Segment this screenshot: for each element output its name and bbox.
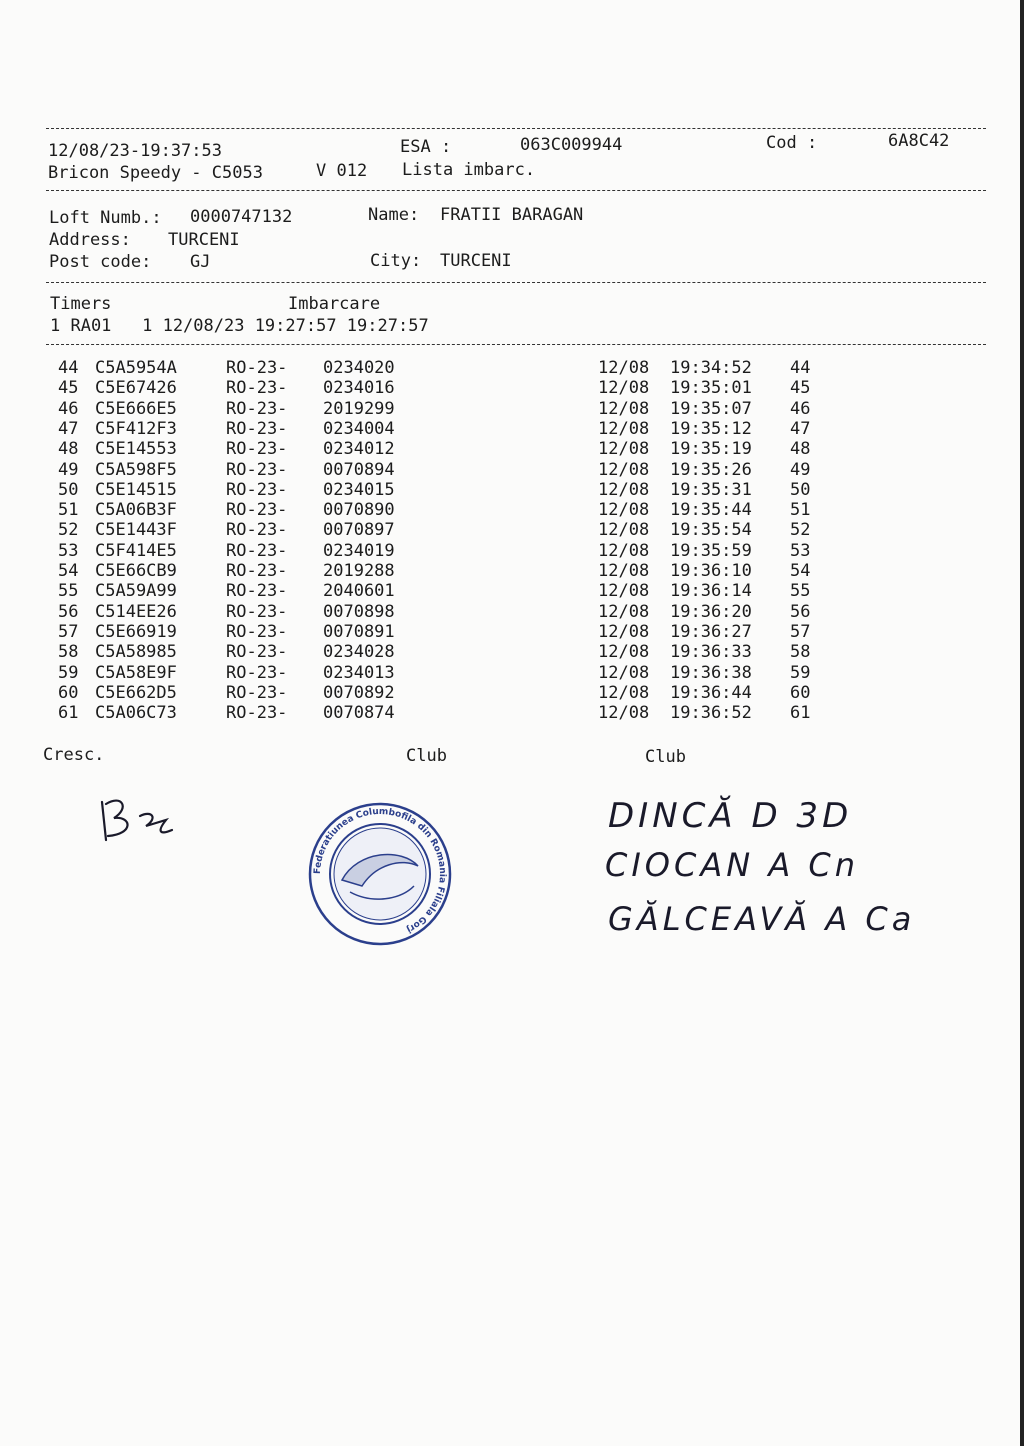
arrival-date: 12/08 bbox=[598, 642, 650, 663]
ring-prefix: RO-23- bbox=[226, 682, 288, 703]
chip-id: C5E14515 bbox=[95, 479, 177, 500]
row-index-right: 46 bbox=[790, 398, 811, 419]
arrival-time: 19:36:44 bbox=[670, 682, 752, 703]
table-row bbox=[0, 419, 1024, 439]
club-handwriting-line-1: DINCĂ D 3D bbox=[608, 796, 853, 836]
ring-number: 0070892 bbox=[323, 682, 395, 703]
table-row bbox=[0, 460, 1024, 480]
ring-number: 0070894 bbox=[323, 459, 395, 480]
arrival-date: 12/08 bbox=[598, 358, 650, 378]
ring-number: 0234012 bbox=[323, 439, 395, 460]
row-index: 51 bbox=[58, 500, 79, 521]
arrival-time: 19:36:33 bbox=[670, 642, 752, 663]
row-index-right: 47 bbox=[790, 418, 811, 439]
ring-number: 0234028 bbox=[323, 642, 395, 663]
ring-prefix: RO-23- bbox=[226, 520, 288, 541]
chip-id: C5A06C73 bbox=[95, 703, 177, 724]
loft-number-value: 0000747132 bbox=[190, 207, 293, 227]
esa-value: 063C009944 bbox=[520, 135, 623, 155]
ring-number: 0234019 bbox=[323, 540, 395, 561]
arrival-time: 19:35:12 bbox=[670, 418, 752, 439]
row-index: 55 bbox=[58, 581, 79, 602]
ring-number: 0070890 bbox=[323, 500, 395, 521]
arrival-time: 19:36:52 bbox=[670, 703, 752, 724]
loft-number-label: Loft Numb.: bbox=[49, 208, 162, 228]
ring-prefix: RO-23- bbox=[226, 500, 288, 521]
ring-prefix: RO-23- bbox=[226, 540, 288, 561]
breeder-signature bbox=[92, 790, 192, 850]
ring-prefix: RO-23- bbox=[226, 581, 288, 602]
ring-number: 0234016 bbox=[323, 378, 395, 399]
cod-value: 6A8C42 bbox=[888, 131, 950, 151]
arrival-date: 12/08 bbox=[598, 540, 650, 561]
row-index: 50 bbox=[58, 479, 79, 500]
ring-number: 2019288 bbox=[323, 561, 395, 581]
esa-label: ESA : bbox=[400, 137, 452, 157]
row-index-right: 60 bbox=[790, 682, 811, 703]
chip-id: C5A598F5 bbox=[95, 459, 177, 480]
chip-id: C5E67426 bbox=[95, 378, 177, 399]
print-datetime: 12/08/23-19:37:53 bbox=[48, 141, 222, 161]
club-handwriting-line-2: CIOCAN A Cn bbox=[605, 846, 859, 884]
row-index: 44 bbox=[58, 358, 79, 378]
row-index-right: 44 bbox=[790, 358, 811, 378]
address-label: Address: bbox=[49, 230, 131, 250]
svg-text:Federatiunea Columbofila din R: Federatiunea Columbofila din Romania Filiala Gorj bbox=[312, 806, 448, 935]
arrival-date: 12/08 bbox=[598, 561, 650, 581]
chip-id: C5A58E9F bbox=[95, 662, 177, 683]
arrival-time: 19:36:14 bbox=[670, 581, 752, 602]
row-index-right: 57 bbox=[790, 621, 811, 642]
separator-header bbox=[46, 190, 986, 191]
ring-prefix: RO-23- bbox=[226, 439, 288, 460]
name-label: Name: bbox=[368, 205, 420, 225]
arrival-time: 19:34:52 bbox=[670, 358, 752, 378]
row-index: 48 bbox=[58, 439, 79, 460]
ring-number: 2019299 bbox=[323, 398, 395, 419]
arrival-time: 19:36:20 bbox=[670, 601, 752, 622]
version: V 012 bbox=[316, 161, 368, 181]
scan-edge bbox=[1020, 0, 1024, 1446]
ring-number: 0070897 bbox=[323, 520, 395, 541]
ring-prefix: RO-23- bbox=[226, 479, 288, 500]
row-index-right: 59 bbox=[790, 662, 811, 683]
cresc-label: Cresc. bbox=[43, 745, 105, 765]
ring-number: 0234004 bbox=[323, 418, 395, 439]
chip-id: C5E662D5 bbox=[95, 682, 177, 703]
ring-prefix: RO-23- bbox=[226, 642, 288, 663]
imbarcare-label: Imbarcare bbox=[288, 294, 381, 314]
chip-id: C5E1443F bbox=[95, 520, 177, 541]
row-index-right: 55 bbox=[790, 581, 811, 602]
row-index-right: 49 bbox=[790, 459, 811, 480]
chip-id: C5F414E5 bbox=[95, 540, 177, 561]
arrival-date: 12/08 bbox=[598, 581, 650, 602]
arrival-date: 12/08 bbox=[598, 418, 650, 439]
ring-number: 0070891 bbox=[323, 621, 395, 642]
name-value: FRATII BARAGAN bbox=[440, 205, 584, 225]
ring-number: 2040601 bbox=[323, 581, 395, 602]
row-index: 47 bbox=[58, 418, 79, 439]
row-index: 53 bbox=[58, 540, 79, 561]
ring-prefix: RO-23- bbox=[226, 358, 288, 378]
chip-id: C5E666E5 bbox=[95, 398, 177, 419]
table-row bbox=[0, 663, 1024, 683]
timer-line: 1 RA01 1 12/08/23 19:27:57 19:27:57 bbox=[50, 316, 429, 336]
chip-id: C5A59A99 bbox=[95, 581, 177, 602]
arrival-date: 12/08 bbox=[598, 662, 650, 683]
arrival-time: 19:35:44 bbox=[670, 500, 752, 521]
arrival-date: 12/08 bbox=[598, 378, 650, 399]
arrival-time: 19:35:07 bbox=[670, 398, 752, 419]
ring-number: 0070898 bbox=[323, 601, 395, 622]
table-row bbox=[0, 642, 1024, 662]
chip-id: C514EE26 bbox=[95, 601, 177, 622]
row-index: 49 bbox=[58, 459, 79, 480]
row-index: 46 bbox=[58, 398, 79, 419]
club-label-2: Club bbox=[645, 747, 686, 767]
chip-id: C5F412F3 bbox=[95, 418, 177, 439]
row-index-right: 52 bbox=[790, 520, 811, 541]
chip-id: C5E14553 bbox=[95, 439, 177, 460]
row-index: 59 bbox=[58, 662, 79, 683]
table-row bbox=[0, 683, 1024, 703]
row-index-right: 54 bbox=[790, 561, 811, 581]
timers-label: Timers bbox=[50, 294, 112, 314]
club-handwriting-line-3: GĂLCEAVĂ A Ca bbox=[608, 900, 916, 938]
postcode-value: GJ bbox=[190, 252, 211, 272]
table-row bbox=[0, 541, 1024, 561]
table-row bbox=[0, 703, 1024, 723]
chip-id: C5A58985 bbox=[95, 642, 177, 663]
row-index: 52 bbox=[58, 520, 79, 541]
arrival-date: 12/08 bbox=[598, 703, 650, 724]
separator-top bbox=[46, 128, 986, 129]
ring-prefix: RO-23- bbox=[226, 378, 288, 399]
ring-number: 0234020 bbox=[323, 358, 395, 378]
arrival-date: 12/08 bbox=[598, 500, 650, 521]
arrival-date: 12/08 bbox=[598, 439, 650, 460]
row-index: 54 bbox=[58, 561, 79, 581]
table-row bbox=[0, 378, 1024, 398]
arrival-time: 19:35:19 bbox=[670, 439, 752, 460]
arrival-time: 19:36:10 bbox=[670, 561, 752, 581]
row-index-right: 45 bbox=[790, 378, 811, 399]
arrival-date: 12/08 bbox=[598, 682, 650, 703]
arrival-date: 12/08 bbox=[598, 459, 650, 480]
table-row bbox=[0, 399, 1024, 419]
ring-prefix: RO-23- bbox=[226, 662, 288, 683]
arrival-time: 19:36:38 bbox=[670, 662, 752, 683]
arrival-time: 19:35:26 bbox=[670, 459, 752, 480]
ring-number: 0070874 bbox=[323, 703, 395, 724]
document-type: Lista imbarc. bbox=[402, 160, 536, 180]
row-index-right: 61 bbox=[790, 703, 811, 724]
ring-prefix: RO-23- bbox=[226, 703, 288, 724]
ring-prefix: RO-23- bbox=[226, 561, 288, 581]
arrival-time: 19:35:31 bbox=[670, 479, 752, 500]
row-index-right: 50 bbox=[790, 479, 811, 500]
row-index: 57 bbox=[58, 621, 79, 642]
cod-label: Cod : bbox=[766, 133, 818, 153]
table-row bbox=[0, 581, 1024, 601]
arrival-date: 12/08 bbox=[598, 601, 650, 622]
row-index-right: 53 bbox=[790, 540, 811, 561]
separator-loft bbox=[46, 282, 986, 283]
ring-number: 0234013 bbox=[323, 662, 395, 683]
row-index: 45 bbox=[58, 378, 79, 399]
arrival-date: 12/08 bbox=[598, 520, 650, 541]
separator-timers bbox=[46, 344, 986, 345]
table-row bbox=[0, 520, 1024, 540]
row-index: 58 bbox=[58, 642, 79, 663]
arrival-date: 12/08 bbox=[598, 621, 650, 642]
table-row bbox=[0, 439, 1024, 459]
row-index-right: 58 bbox=[790, 642, 811, 663]
arrival-date: 12/08 bbox=[598, 479, 650, 500]
ring-number: 0234015 bbox=[323, 479, 395, 500]
arrival-time: 19:36:27 bbox=[670, 621, 752, 642]
ring-prefix: RO-23- bbox=[226, 459, 288, 480]
arrival-date: 12/08 bbox=[598, 398, 650, 419]
club-label-1: Club bbox=[406, 746, 447, 766]
ring-prefix: RO-23- bbox=[226, 398, 288, 419]
row-index: 61 bbox=[58, 703, 79, 724]
row-index-right: 51 bbox=[790, 500, 811, 521]
row-index: 60 bbox=[58, 682, 79, 703]
table-row bbox=[0, 358, 1024, 378]
table-row bbox=[0, 561, 1024, 581]
chip-id: C5E66919 bbox=[95, 621, 177, 642]
ring-prefix: RO-23- bbox=[226, 621, 288, 642]
club-stamp bbox=[306, 800, 454, 948]
row-index-right: 56 bbox=[790, 601, 811, 622]
postcode-label: Post code: bbox=[49, 252, 152, 272]
row-index-right: 48 bbox=[790, 439, 811, 460]
arrival-time: 19:35:59 bbox=[670, 540, 752, 561]
city-value: TURCENI bbox=[440, 251, 512, 271]
arrival-time: 19:35:01 bbox=[670, 378, 752, 399]
table-row bbox=[0, 480, 1024, 500]
address-value: TURCENI bbox=[168, 230, 240, 250]
table-row bbox=[0, 622, 1024, 642]
device-name: Bricon Speedy - C5053 bbox=[48, 163, 263, 183]
table-row bbox=[0, 602, 1024, 622]
chip-id: C5E66CB9 bbox=[95, 561, 177, 581]
city-label: City: bbox=[370, 251, 422, 271]
ring-prefix: RO-23- bbox=[226, 418, 288, 439]
chip-id: C5A5954A bbox=[95, 358, 177, 378]
chip-id: C5A06B3F bbox=[95, 500, 177, 521]
ring-prefix: RO-23- bbox=[226, 601, 288, 622]
row-index: 56 bbox=[58, 601, 79, 622]
arrival-time: 19:35:54 bbox=[670, 520, 752, 541]
table-row bbox=[0, 500, 1024, 520]
